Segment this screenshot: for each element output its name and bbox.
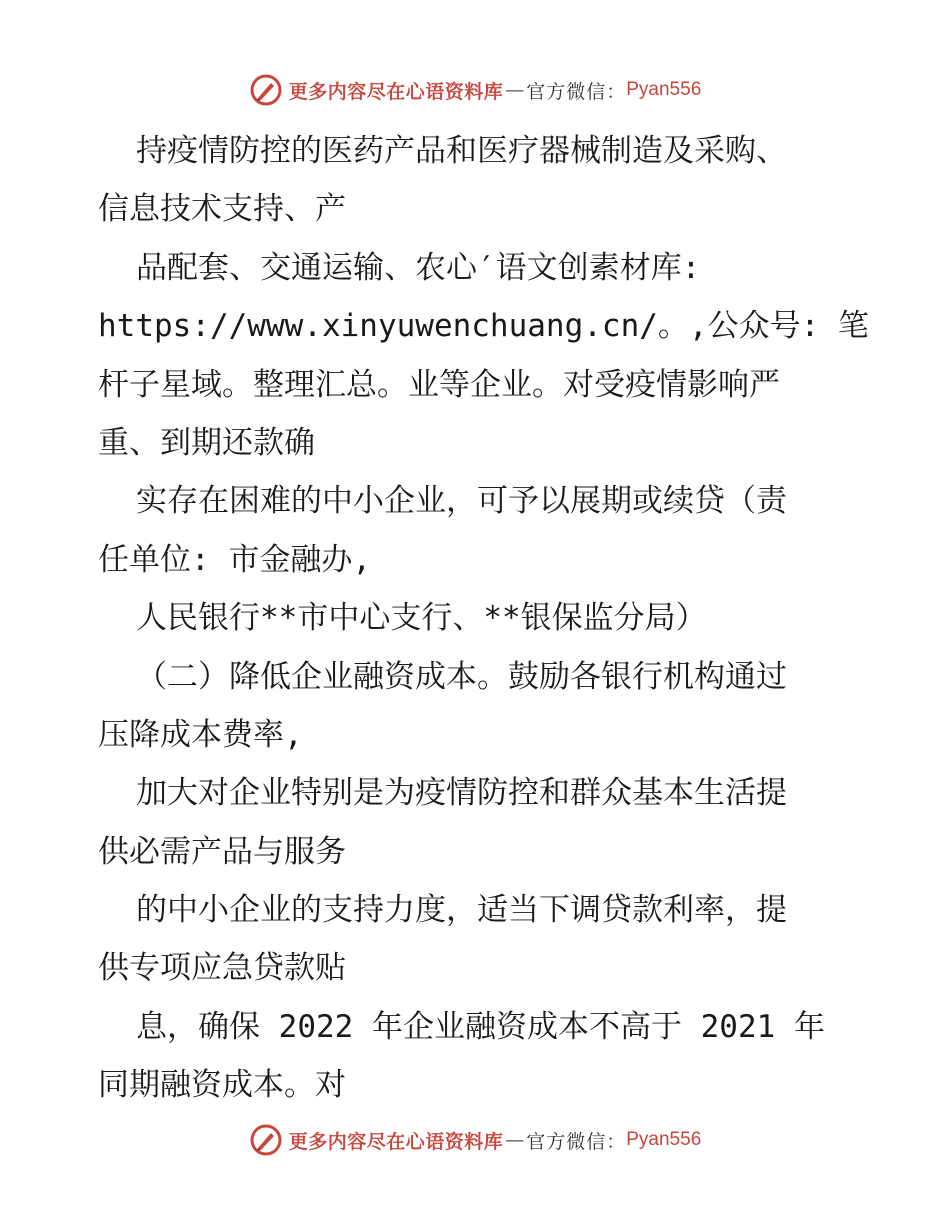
banner-dash: — (505, 79, 525, 101)
text-line: 重、到期还款确 (98, 424, 315, 461)
text-line: 息，确保 2022 年企业融资成本不高于 2021 年 (136, 1008, 825, 1045)
pen-logo-icon (249, 1123, 283, 1157)
text-line: 加大对企业特别是为疫情防控和群众基本生活提 (136, 775, 787, 812)
header-banner (0, 70, 950, 110)
text-line: 的中小企业的支持力度，适当下调贷款利率，提 (136, 892, 787, 929)
text-line: 压降成本费率, (98, 716, 303, 753)
text-line: （二）降低企业融资成本。鼓励各银行机构通过 (136, 658, 787, 695)
banner-contact-label: 官方微信： (526, 80, 627, 103)
text-line: 供必需产品与服务 (98, 833, 346, 870)
banner-wechat-id: Pyan556 (626, 79, 702, 100)
text-line: 信息技术支持、产 (98, 191, 346, 228)
banner-text: 更多内容尽在心语资料库 (288, 1130, 504, 1153)
banner-text: 更多内容尽在心语资料库 (288, 80, 504, 103)
text-line: https://www.xinyuwenchuang.cn/。,公众号: 笔 (98, 308, 869, 345)
text-line: 供专项应急贷款贴 (98, 950, 346, 987)
banner-wechat-id: Pyan556 (626, 1129, 702, 1150)
text-line: 杆子星域。整理汇总。业等企业。对受疫情影响严 (98, 366, 780, 403)
pen-logo-icon (249, 73, 283, 107)
document-body (98, 122, 869, 1115)
text-line: 人民银行**市中心支行、**银保监分局） (136, 600, 707, 637)
text-line: 持疫情防控的医药产品和医疗器械制造及采购、 (136, 133, 787, 169)
text-line: 实存在困难的中小企业，可予以展期或续贷（责 (136, 483, 787, 520)
text-line: 同期融资成本。对 (98, 1067, 346, 1104)
banner-contact-label: 官方微信： (526, 1130, 627, 1153)
footer-banner (0, 1120, 950, 1160)
text-line: 任单位: 市金融办, (98, 541, 371, 578)
text-line: 品配套、交通运输、农心′语文创素材库: (136, 249, 701, 286)
banner-dash: — (505, 1129, 525, 1151)
